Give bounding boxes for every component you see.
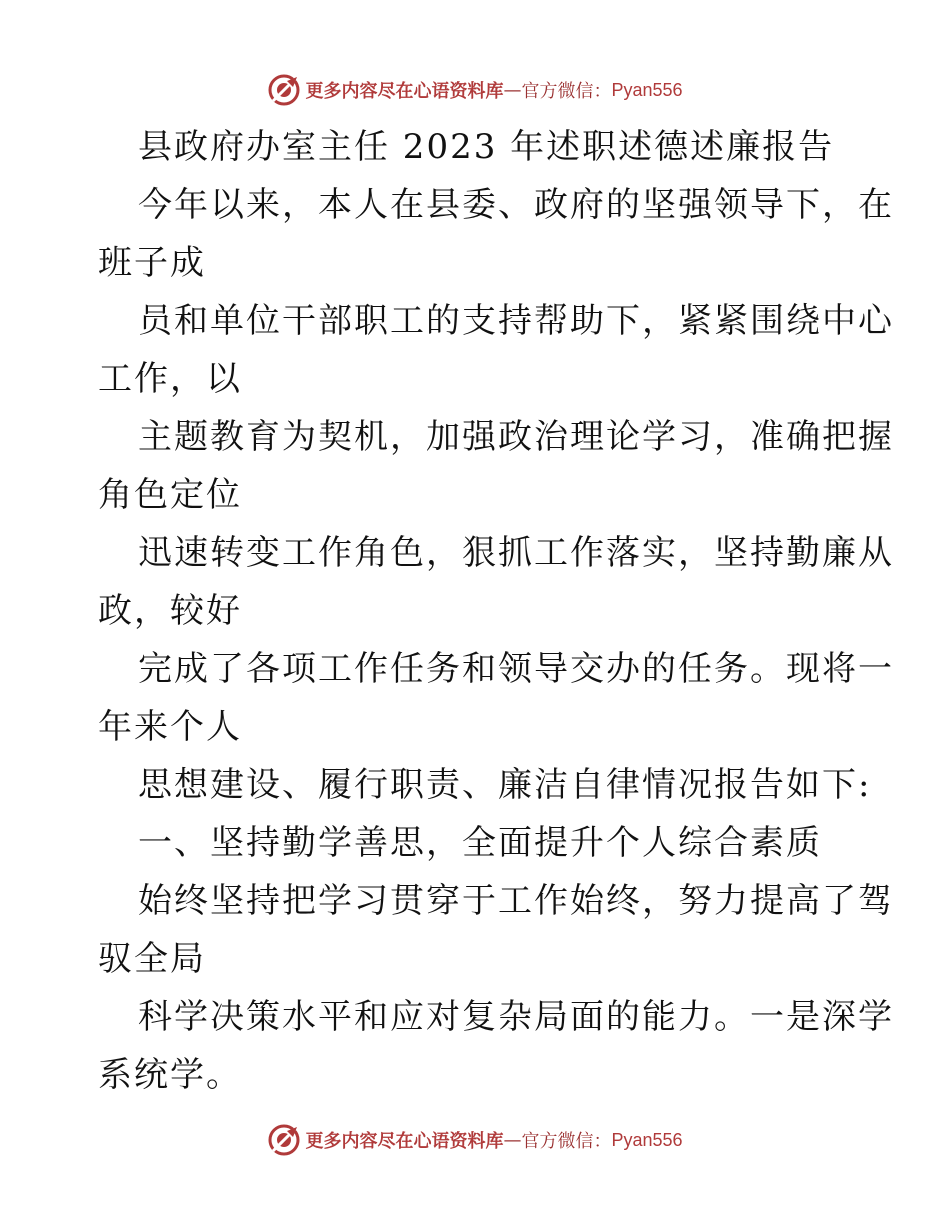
brand-logo-icon (267, 1123, 301, 1157)
document-body (98, 118, 894, 1104)
watermark-site-text: 更多内容尽在心语资料库 (305, 81, 504, 102)
text-line: 驭全局 (98, 939, 206, 979)
watermark-banner-top (0, 70, 950, 110)
text-line: 始终坚持把学习贯穿于工作始终，努力提高了驾 (138, 881, 894, 921)
text-line: 思想建设、履行职责、廉洁自律情况报告如下: (138, 765, 872, 805)
text-line: 政，较好 (98, 591, 242, 631)
watermark-banner-bottom (0, 1120, 950, 1160)
watermark-separator: — (503, 1129, 522, 1151)
text-line: 年来个人 (98, 707, 242, 747)
watermark-wechat-label: 官方微信： (521, 1131, 612, 1152)
brand-logo-icon (267, 73, 301, 107)
text-line: 今年以来，本人在县委、政府的坚强领导下，在 (138, 185, 894, 225)
watermark-separator: — (503, 79, 522, 101)
watermark-wechat-id: Pyan556 (611, 1129, 683, 1150)
text-line: 科学决策水平和应对复杂局面的能力。一是深学 (138, 997, 894, 1037)
document-title: 县政府办室主任 2023 年述职述德述廉报告 (138, 127, 835, 167)
watermark-site-text: 更多内容尽在心语资料库 (305, 1131, 504, 1152)
text-line: 班子成 (98, 243, 206, 283)
watermark-wechat-id: Pyan556 (611, 79, 683, 100)
text-line: 员和单位干部职工的支持帮助下，紧紧围绕中心 (138, 301, 894, 341)
text-line: 完成了各项工作任务和领导交办的任务。现将一 (138, 649, 894, 689)
text-line: 主题教育为契机，加强政治理论学习，准确把握 (138, 417, 894, 457)
text-line: 迅速转变工作角色，狠抓工作落实，坚持勤廉从 (138, 533, 894, 573)
text-line: 系统学。 (98, 1055, 242, 1095)
text-line: 角色定位 (98, 475, 242, 515)
section-heading: 一、坚持勤学善思，全面提升个人综合素质 (138, 823, 822, 863)
text-line: 工作，以 (98, 359, 242, 399)
watermark-wechat-label: 官方微信： (521, 81, 612, 102)
